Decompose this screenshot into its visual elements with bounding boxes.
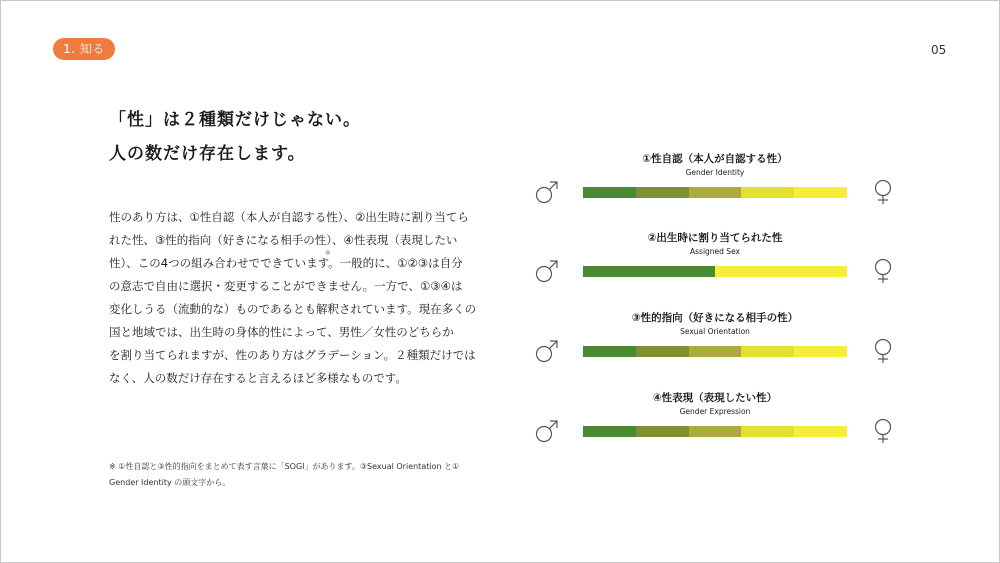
bar-segment [636, 426, 689, 437]
dimension-title: ②出生時に割り当てられた性 [647, 232, 783, 244]
bar-segment [794, 346, 847, 357]
bar-segment [741, 346, 794, 357]
female-icon [870, 338, 896, 364]
dimension-subtitle: Assigned Sex [690, 247, 740, 256]
bar-segment [636, 346, 689, 357]
female-icon [870, 418, 896, 444]
bar-segment [794, 426, 847, 437]
dimension-title: ④性表現（表現したい性） [652, 392, 778, 404]
dimension-subtitle: Gender Identity [685, 168, 745, 177]
footnote-line: Gender Identity の頭文字から。 [109, 478, 231, 487]
footnote [109, 459, 489, 491]
body-line: 変化しうる（流動的な）ものであるとも解釈されています。現在多くの [109, 302, 477, 316]
bar-segment [583, 187, 636, 198]
gradation-bar [583, 266, 847, 277]
body-paragraph [109, 206, 479, 390]
bar-segment [583, 266, 715, 277]
bar-segment [689, 187, 742, 198]
body-line: 性のあり方は、①性自認（本人が自認する性）、②出生時に割り当てら [109, 210, 469, 224]
page-number: 05 [931, 43, 947, 57]
female-icon [870, 258, 896, 284]
male-icon [534, 179, 560, 205]
dimension-subtitle: Gender Expression [679, 407, 751, 416]
gradation-bar [583, 426, 847, 437]
bar-segment [741, 187, 794, 198]
bar-segment [689, 426, 742, 437]
bar-segment [583, 426, 636, 437]
male-icon [534, 258, 560, 284]
body-line: 性）、この4つの組み合わせでできています。一般的に、①②③は自分 [109, 256, 463, 270]
female-icon [870, 179, 896, 205]
headline [109, 103, 361, 171]
section-badge: 1. 知る [53, 38, 115, 60]
gradation-bar [583, 346, 847, 357]
footnote-line: ※ ①性自認と③性的指向をまとめて表す言葉に「SOGI」があります。③Sexual Orientation と① [109, 462, 460, 471]
body-line: れた性、③性的指向（好きになる相手の性）、④性表現（表現したい [109, 233, 458, 247]
body-line: を割り当てられますが、性のあり方はグラデーション。２種類だけでは [109, 348, 476, 362]
dimension-title: ①性自認（本人が自認する性） [642, 153, 788, 165]
note-mark: ※ [325, 249, 331, 257]
body-line: 国と地域では、出生時の身体的性によって、男性／女性のどちらか [109, 325, 454, 339]
body-line: の意志で自由に選択・変更することができません。一方で、①③④は [109, 279, 463, 293]
bar-segment [741, 426, 794, 437]
bar-segment [636, 187, 689, 198]
bar-segment [689, 346, 742, 357]
bar-segment [794, 187, 847, 198]
headline-line: 人の数だけ存在します。 [109, 144, 306, 164]
bar-segment [583, 346, 636, 357]
male-icon [534, 338, 560, 364]
body-line: なく、人の数だけ存在すると言えるほど多様なものです。 [109, 371, 407, 385]
dimension-title: ③性的指向（好きになる相手の性） [631, 312, 799, 324]
bar-segment [715, 266, 847, 277]
male-icon [534, 418, 560, 444]
dimension-subtitle: Sexual Orientation [680, 327, 750, 336]
headline-line: 「性」は２種類だけじゃない。 [109, 110, 361, 130]
gradation-bar [583, 187, 847, 198]
